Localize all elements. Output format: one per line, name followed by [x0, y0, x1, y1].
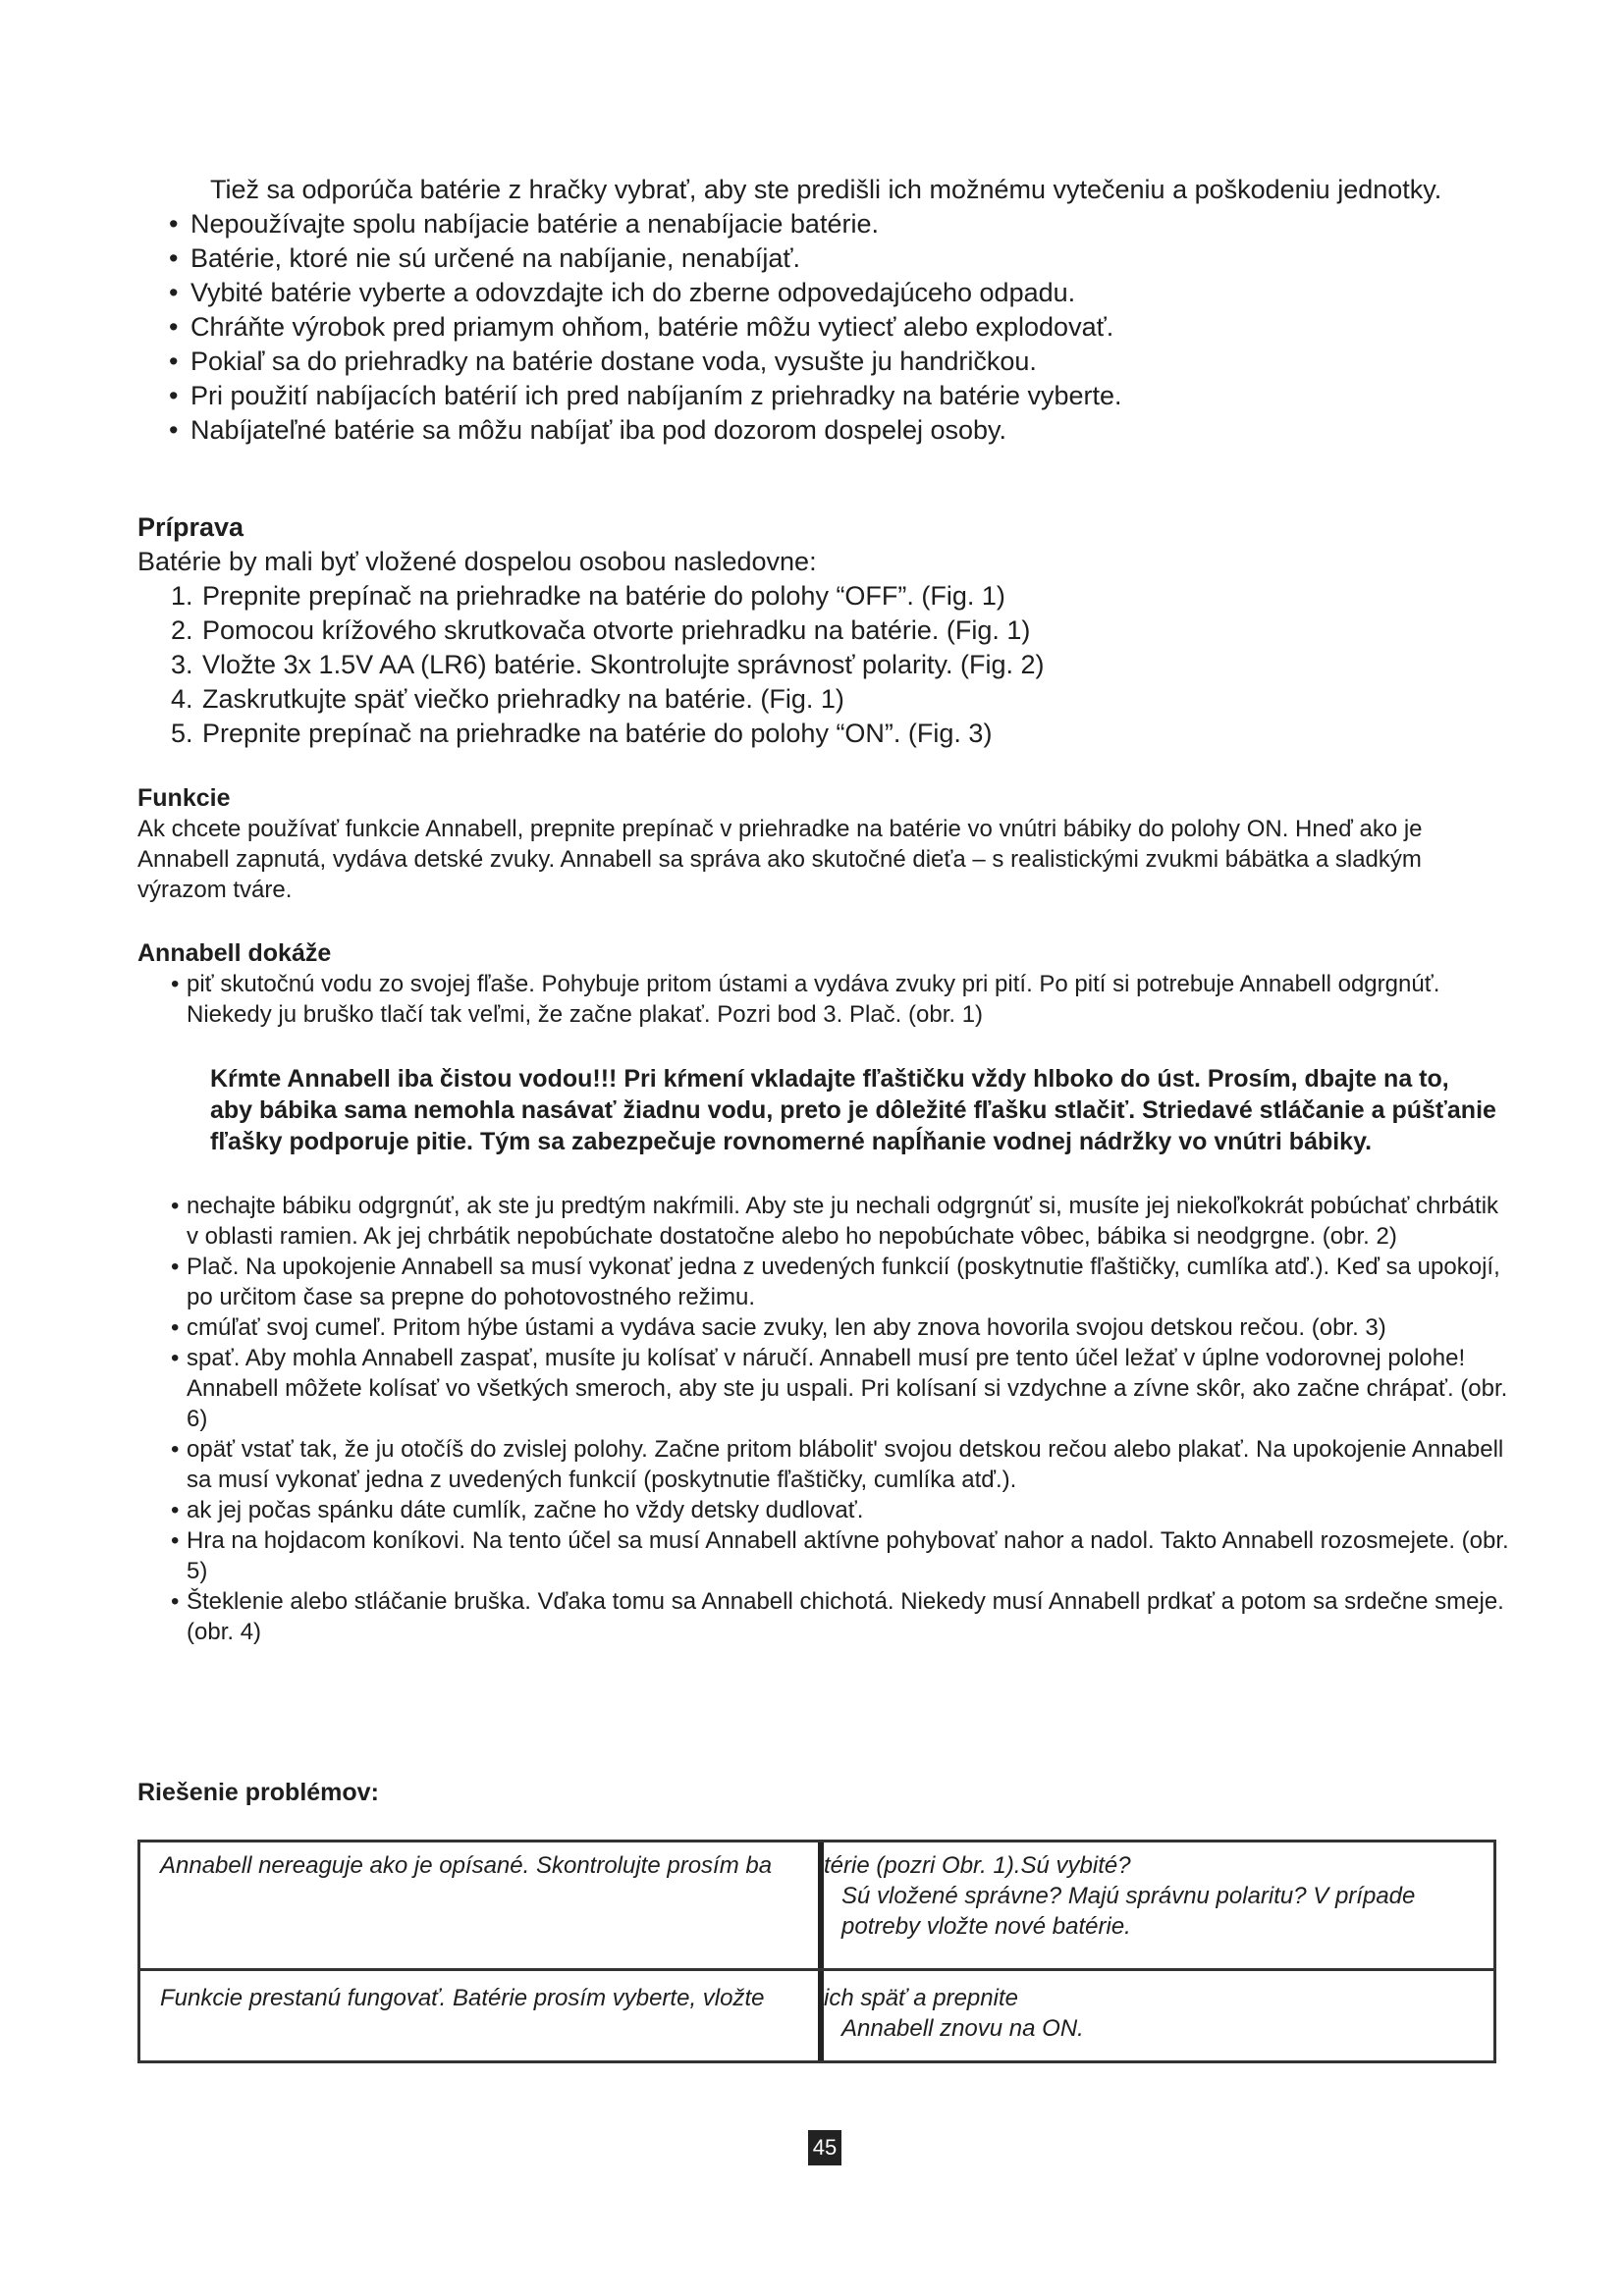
step-item: [171, 579, 1492, 614]
list-item: • Pokiaľ sa do priehradky na batérie dostane voda, vysušte ju handričkou.: [169, 345, 1524, 379]
list-item: • piť skutočnú vodu zo svojej fľaše. Pohybuje pritom ústami a vydáva zvuky pri pití. Po pití si potrebuje Annabell odgrgnúť. Niekedy ju bruško tlačí tak veľmi, že začne plakať. Pozri bod 3. Plač. (obr. 1): [137, 969, 1512, 1030]
priprava-lead: Batérie by mali byť vložené dospelou osobou nasledovne:: [137, 547, 817, 576]
table-cell-right: térie (pozri Obr. 1).Sú vybité?: [824, 1852, 1131, 1879]
list-item: • ak jej počas spánku dáte cumlík, začne ho vždy detsky dudlovať.: [137, 1495, 1512, 1525]
step-text: Prepnite prepínač na priehradke na batérie do polohy “ON”. (Fig. 3): [202, 719, 993, 748]
riesenie-section: [137, 1779, 1492, 1807]
step-item: [171, 614, 1492, 648]
intro-section: [169, 173, 1524, 448]
warning-text: Kŕmte Annabell iba čistou vodou!!! Pri kŕmení vkladajte fľaštičku vždy hlboko do úst. Prosím, dbajte na to, aby bábika sama nemohla nasávať žiadnu vodu, preto je dôležité fľašku stlačiť. Striedavé stláčanie a púšťanie fľašky podporuje pitie. Tým sa zabezpečuje rovnomerné napĺňanie vodnej nádržky vo vnútri bábiky.: [210, 1065, 1496, 1155]
table-cell-right: Annabell znovu na ON.: [841, 2015, 1084, 2042]
list-item: • Vybité batérie vyberte a odovzdajte ich do zberne odpovedajúceho odpadu.: [169, 276, 1524, 310]
list-item: • opäť vstať tak, že ju otočíš do zvislej polohy. Začne pritom blábolit' svojou detskou rečou alebo plakať. Na upokojenie Annabell sa musí vykonať jedna z uvedených funkcií (poskytnutie fľaštičky, cumlíka atď.).: [137, 1434, 1512, 1495]
page-number: 45: [808, 2130, 841, 2165]
funkcie-section: [137, 783, 1512, 905]
troubleshooting-table: [137, 1840, 1496, 2063]
table-cell-left: Annabell nereaguje ako je opísané. Skontrolujte prosím ba: [160, 1852, 773, 1879]
step-number: 1.: [171, 581, 193, 611]
step-item: [171, 717, 1492, 751]
table-cell-left: Funkcie prestanú fungovať. Batérie prosím vyberte, vložte: [160, 1985, 765, 2011]
list-item: • Pri použití nabíjacích batérií ich pred nabíjaním z priehradky na batérie vyberte.: [169, 379, 1524, 413]
priprava-steps: [137, 579, 1492, 751]
list-item: • Hra na hojdacom koníkovi. Na tento účel sa musí Annabell aktívne pohybovať nahor a nadol. Takto Annabell rozosmejete. (obr. 5): [137, 1525, 1512, 1586]
riesenie-heading: Riešenie problémov:: [137, 1779, 379, 1806]
table-cell-right: ich späť a prepnite: [824, 1985, 1018, 2011]
table-cell-right: Sú vložené správne? Majú správnu polaritu? V prípade: [841, 1883, 1416, 1909]
priprava-heading: Príprava: [137, 512, 244, 542]
funkcie-heading: Funkcie: [137, 784, 231, 812]
intro-bullet-list: [169, 207, 1524, 448]
list-item: • cmúľať svoj cumeľ. Pritom hýbe ústami a vydáva sacie zvuky, len aby znova hovorila svojou detskou rečou. (obr. 3): [137, 1312, 1512, 1343]
table-row: [140, 1842, 1493, 1968]
step-number: 3.: [171, 650, 193, 679]
list-item: • Chráňte výrobok pred priamym ohňom, batérie môžu vytiecť alebo explodovať.: [169, 310, 1524, 345]
dokaze-list: [137, 1191, 1512, 1647]
list-item: • Nabíjateľné batérie sa môžu nabíjať iba pod dozorom dospelej osoby.: [169, 413, 1524, 448]
priprava-section: [137, 510, 1492, 751]
list-item: • Nepoužívajte spolu nabíjacie batérie a nenabíjacie batérie.: [169, 207, 1524, 241]
step-number: 4.: [171, 684, 193, 714]
step-item: [171, 682, 1492, 717]
step-number: 5.: [171, 719, 193, 748]
list-item: • Plač. Na upokojenie Annabell sa musí vykonať jedna z uvedených funkcií (poskytnutie fľaštičky, cumlíka atď.). Keď sa upokojí, po určitom čase sa prepne do pohotovostného režimu.: [137, 1252, 1512, 1312]
step-text: Vložte 3x 1.5V AA (LR6) batérie. Skontrolujte správnosť polarity. (Fig. 2): [202, 650, 1045, 679]
step-item: [171, 648, 1492, 682]
dokaze-heading: Annabell dokáže: [137, 939, 332, 967]
list-item: • Batérie, ktoré nie sú určené na nabíjanie, nenabíjať.: [169, 241, 1524, 276]
table-cell-right: potreby vložte nové batérie.: [841, 1913, 1131, 1940]
step-text: Prepnite prepínač na priehradke na batérie do polohy “OFF”. (Fig. 1): [202, 581, 1005, 611]
table-row: [140, 1971, 1493, 2063]
funkcie-text: Ak chcete používať funkcie Annabell, prepnite prepínač v priehradke na batérie vo vnútri bábiky do polohy ON. Hneď ako je Annabell zapnutá, vydáva detské zvuky. Annabell sa správa ako skutočné dieťa – s realistickými zvukmi bábätka a sladkým výrazom tváre.: [137, 816, 1423, 903]
step-number: 2.: [171, 615, 193, 645]
dokaze-first-list: [137, 969, 1512, 1030]
list-item: • Šteklenie alebo stláčanie bruška. Vďaka tomu sa Annabell chichotá. Niekedy musí Annabell prdkať a potom sa srdečne smeje. (obr. 4): [137, 1586, 1512, 1647]
step-text: Zaskrutkujte späť viečko priehradky na batérie. (Fig. 1): [202, 684, 844, 714]
dokaze-section: [137, 938, 1512, 1647]
step-text: Pomocou krížového skrutkovača otvorte priehradku na batérie. (Fig. 1): [202, 615, 1031, 645]
list-item: • spať. Aby mohla Annabell zaspať, musíte ju kolísať v náručí. Annabell musí pre tento účel ležať v úplne vodorovnej polohe! Annabell môžete kolísať vo všetkých smeroch, aby ste ju uspali. Pri kolísaní si vzdychne a zívne skôr, ako začne chrápať. (obr. 6): [137, 1343, 1512, 1434]
list-item: • nechajte bábiku odgrgnúť, ak ste ju predtým nakŕmili. Aby ste ju nechali odgrgnúť si, musíte jej niekoľkokrát pobúchať chrbátik v oblasti ramien. Ak jej chrbátik nepobúchate dostatočne alebo ho nepobúchate vôbec, bábika si neodgrgne. (obr. 2): [137, 1191, 1512, 1252]
intro-continuation: Tiež sa odporúča batérie z hračky vybrať, aby ste predišli ich možnému vytečeniu a poškodeniu jednotky.: [210, 175, 1442, 204]
